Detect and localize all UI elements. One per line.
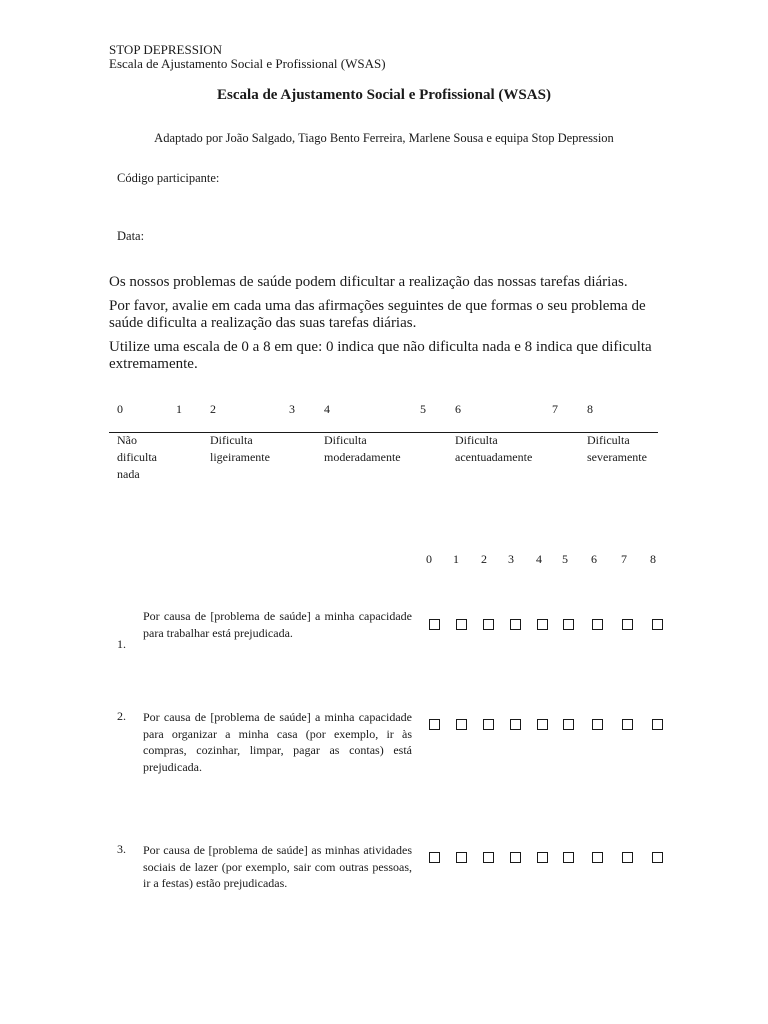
scale-number: 3 xyxy=(289,402,295,416)
rating-checkbox[interactable] xyxy=(563,852,574,863)
scale-label-6: Dificulta acentuadamente xyxy=(455,433,533,464)
rating-checkbox[interactable] xyxy=(537,719,548,730)
scale-label-0: Não dificulta nada xyxy=(117,433,157,481)
question-number: 1. xyxy=(117,637,126,651)
rating-checkbox[interactable] xyxy=(456,619,467,630)
question-number: 2. xyxy=(117,709,126,723)
scale-label-4: Dificulta moderadamente xyxy=(324,433,401,464)
scale-number: 8 xyxy=(587,402,593,416)
rating-checkbox[interactable] xyxy=(483,619,494,630)
rating-checkbox[interactable] xyxy=(563,619,574,630)
date-label: Data: xyxy=(117,229,145,243)
response-number: 6 xyxy=(591,552,597,566)
scale-number: 7 xyxy=(552,402,558,416)
scale-number: 0 xyxy=(117,402,123,416)
response-number: 2 xyxy=(481,552,487,566)
header-org: STOP DEPRESSION xyxy=(109,42,223,57)
rating-checkbox[interactable] xyxy=(622,852,633,863)
scale-label-8: Dificulta severamente xyxy=(587,433,647,464)
response-number: 1 xyxy=(453,552,459,566)
rating-checkbox[interactable] xyxy=(429,619,440,630)
response-number: 7 xyxy=(621,552,627,566)
rating-checkbox[interactable] xyxy=(429,719,440,730)
intro-paragraph-3: Utilize uma escala de 0 a 8 em que: 0 indica que não dificulta nada e 8 indica que dificulta extremamente. xyxy=(109,339,652,372)
scale-number: 6 xyxy=(455,402,461,416)
response-number: 4 xyxy=(536,552,542,566)
page-title: Escala de Ajustamento Social e Profissional (WSAS) xyxy=(217,87,551,103)
rating-checkbox[interactable] xyxy=(537,619,548,630)
rating-checkbox[interactable] xyxy=(592,619,603,630)
rating-checkbox[interactable] xyxy=(483,852,494,863)
rating-checkbox[interactable] xyxy=(652,619,663,630)
rating-checkbox[interactable] xyxy=(429,852,440,863)
question-text: Por causa de [problema de saúde] a minha capacidade para organizar a minha casa (por exemplo, ir às compras, cozinhar, limpar, pagar as contas) está prejudicada. xyxy=(143,710,412,774)
scale-number: 5 xyxy=(420,402,426,416)
rating-checkbox[interactable] xyxy=(592,852,603,863)
question-text: Por causa de [problema de saúde] as minhas atividades sociais de lazer (por exemplo, sair com outras pessoas, ir a festas) estão prejudicadas. xyxy=(143,843,412,890)
page-subtitle: Adaptado por João Salgado, Tiago Bento Ferreira, Marlene Sousa e equipa Stop Depression xyxy=(154,131,614,145)
response-number: 5 xyxy=(562,552,568,566)
question-text: Por causa de [problema de saúde] a minha capacidade para trabalhar está prejudicada. xyxy=(143,609,412,640)
response-number: 8 xyxy=(650,552,656,566)
rating-checkbox[interactable] xyxy=(652,852,663,863)
rating-checkbox[interactable] xyxy=(592,719,603,730)
rating-checkbox[interactable] xyxy=(652,719,663,730)
rating-checkbox[interactable] xyxy=(510,619,521,630)
scale-label-2: Dificulta ligeiramente xyxy=(210,433,270,464)
rating-checkbox[interactable] xyxy=(510,719,521,730)
response-number: 0 xyxy=(426,552,432,566)
rating-checkbox[interactable] xyxy=(456,852,467,863)
question-number: 3. xyxy=(117,842,126,856)
rating-checkbox[interactable] xyxy=(622,619,633,630)
intro-paragraph-2: Por favor, avalie em cada uma das afirmações seguintes de que formas o seu problema de saúde dificulta a realização das suas tarefas diárias. xyxy=(109,298,646,331)
intro-paragraph-1: Os nossos problemas de saúde podem dificultar a realização das nossas tarefas diárias. xyxy=(109,274,628,290)
scale-number: 4 xyxy=(324,402,330,416)
rating-checkbox[interactable] xyxy=(483,719,494,730)
header-subtitle: Escala de Ajustamento Social e Profissional (WSAS) xyxy=(109,56,386,71)
rating-checkbox[interactable] xyxy=(510,852,521,863)
scale-number: 1 xyxy=(176,402,182,416)
participant-code-label: Código participante: xyxy=(117,171,220,185)
scale-number: 2 xyxy=(210,402,216,416)
rating-checkbox[interactable] xyxy=(456,719,467,730)
response-number: 3 xyxy=(508,552,514,566)
rating-checkbox[interactable] xyxy=(563,719,574,730)
rating-checkbox[interactable] xyxy=(537,852,548,863)
rating-checkbox[interactable] xyxy=(622,719,633,730)
